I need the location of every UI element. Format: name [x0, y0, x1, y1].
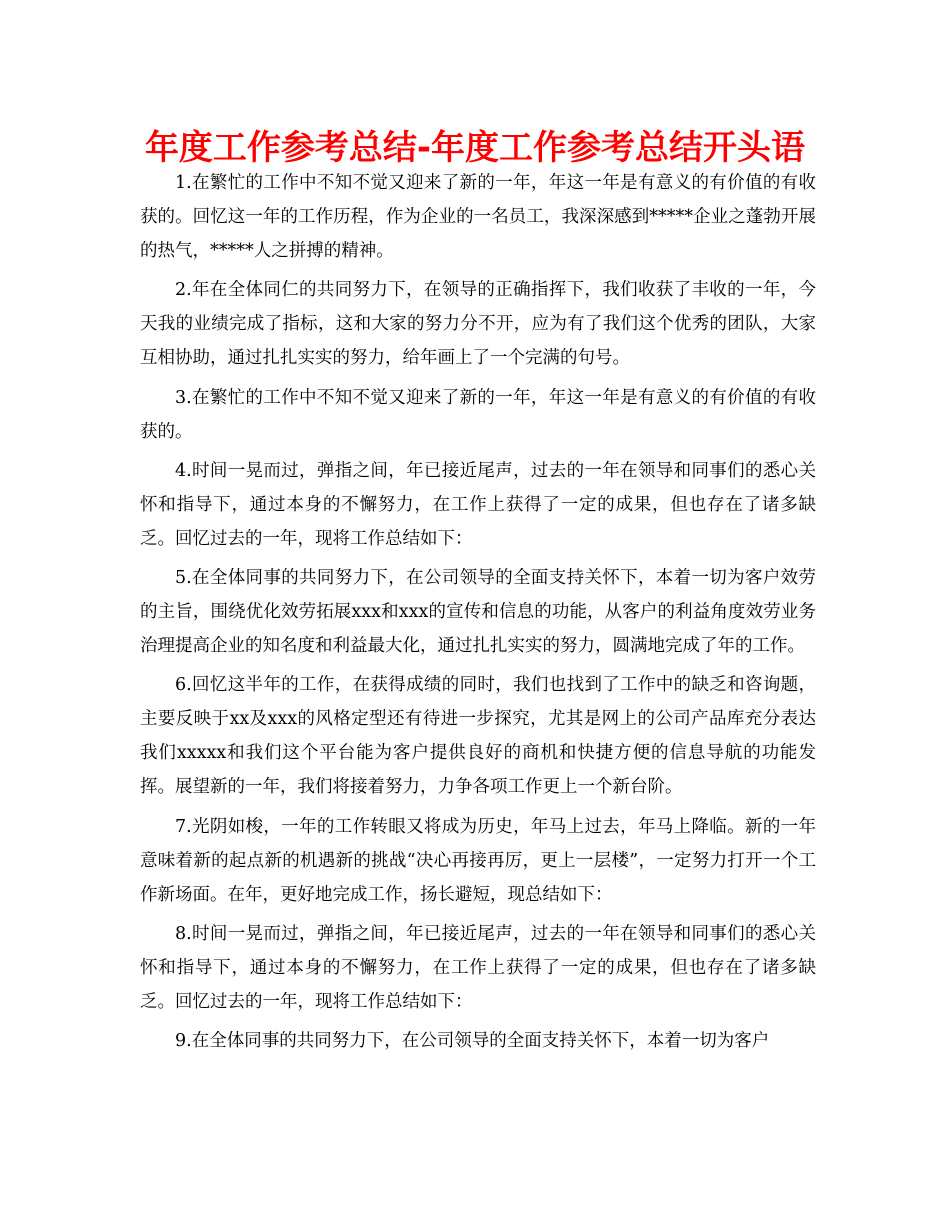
- paragraph-2: 2.年在全体同仁的共同努力下，在领导的正确指挥下，我们收获了丰收的一年，今天我的业绩完成了指标，这和大家的努力分不开，应为有了我们这个优秀的团队，大家互相协助，通过扎扎实实的努力，给年画上了一个完满的句号。: [140, 280, 816, 369]
- paragraph-6: 6.回忆这半年的工作，在获得成绩的同时，我们也找到了工作中的缺乏和咨询题，主要反映于xx及xxx的风格定型还有待进一步探究，尤其是网上的公司产品库充分表达我们xxxxx和我们这个平台能为客户提供良好的商机和快捷方便的信息导航的功能发挥。展望新的一年，我们将接着努力，力争各项工作更上一个新台阶。: [140, 675, 816, 798]
- paragraph-1: 1.在繁忙的工作中不知不觉又迎来了新的一年，年这一年是有意义的有价值的有收获的。回忆这一年的工作历程，作为企业的一名员工，我深深感到*****企业之蓬勃开展的热气，*****人之拼搏的精神。: [140, 173, 816, 261]
- document-title: 年度工作参考总结-年度工作参考总结开头语: [144, 128, 806, 168]
- paragraph-8: 8.时间一晃而过，弹指之间，年已接近尾声，过去的一年在领导和同事们的悉心关怀和指导下，通过本身的不懈努力，在工作上获得了一定的成果，但也存在了诸多缺乏。回忆过去的一年，现将工作总结如下：: [140, 924, 816, 1013]
- document-body: [140, 166, 816, 1064]
- paragraph-4: 4.时间一晃而过，弹指之间，年已接近尾声，过去的一年在领导和同事们的悉心关怀和指导下，通过本身的不懈努力，在工作上获得了一定的成果，但也存在了诸多缺乏。回忆过去的一年，现将工作总结如下：: [140, 460, 816, 549]
- paragraph-5: 5.在全体同事的共同努力下，在公司领导的全面支持关怀下，本着一切为客户效劳的主旨，围绕优化效劳拓展xxx和xxx的宣传和信息的功能，从客户的利益角度效劳业务治理提高企业的知名度和利益最大化，通过扎扎实实的努力，圆满地完成了年的工作。: [140, 568, 816, 657]
- paragraph-9: 9.在全体同事的共同努力下，在公司领导的全面支持关怀下，本着一切为客户: [175, 1031, 770, 1052]
- paragraph-7: 7.光阴如梭，一年的工作转眼又将成为历史，年马上过去，年马上降临。新的一年意味着新的起点新的机遇新的挑战“决心再接再厉，更上一层楼”，一定努力打开一个工作新场面。在年，更好地完成工作，扬长避短，现总结如下：: [140, 816, 816, 905]
- paragraph-3: 3.在繁忙的工作中不知不觉又迎来了新的一年，年这一年是有意义的有价值的有收获的。: [140, 387, 816, 442]
